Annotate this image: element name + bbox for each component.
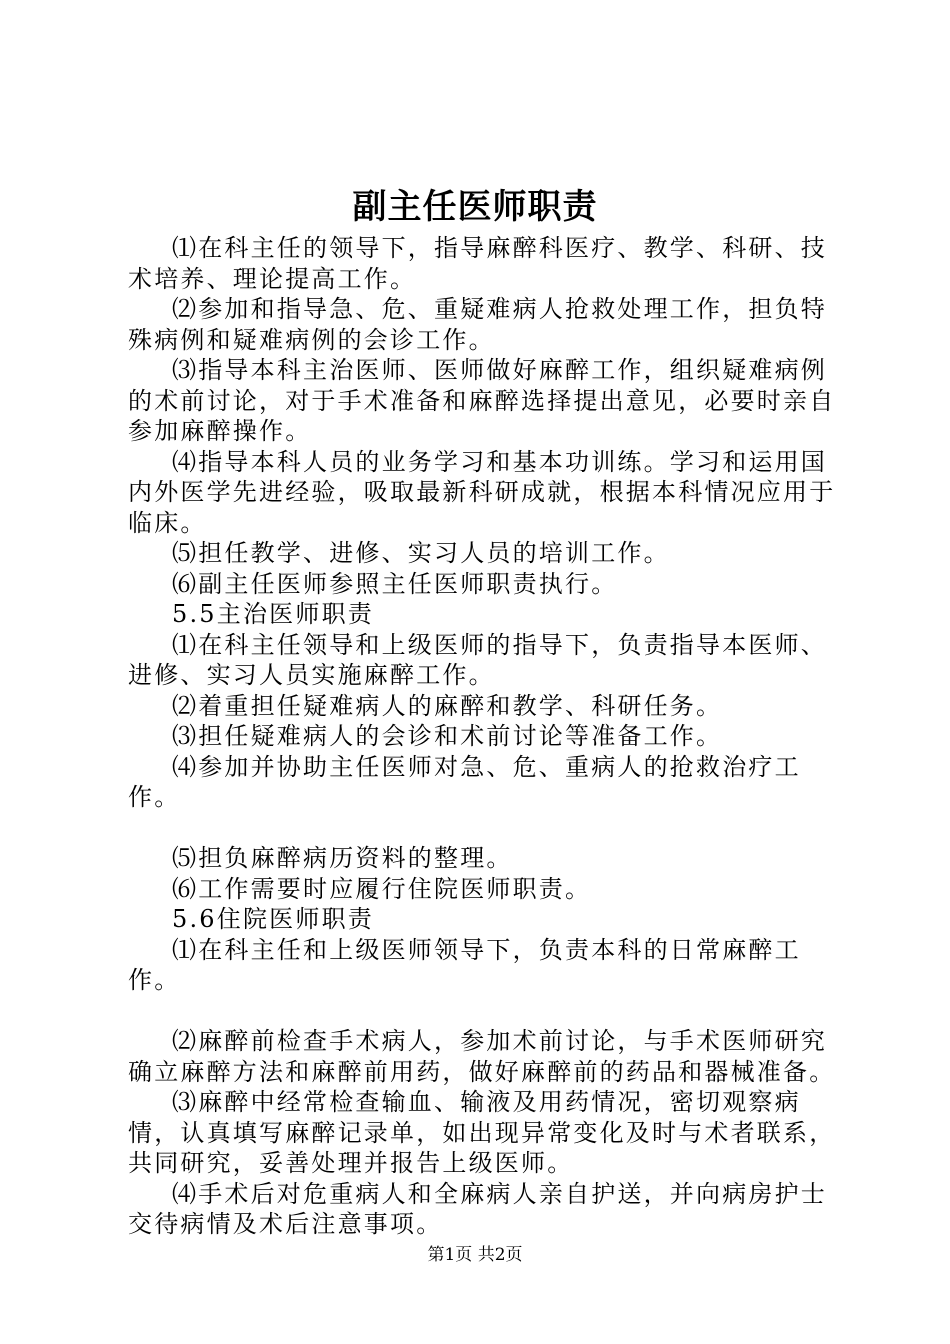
paragraph: ⑷手术后对危重病人和全麻病人亲自护送，并向病房护士交待病情及术后注意事项。 bbox=[128, 1179, 827, 1238]
paragraph: ⑴在科主任和上级医师领导下，负责本科的日常麻醉工作。 bbox=[128, 935, 801, 994]
paragraph: ⑴在科主任领导和上级医师的指导下，负责指导本医师、进修、实习人员实施麻醉工作。 bbox=[128, 630, 827, 689]
paragraph: ⑵参加和指导急、危、重疑难病人抢救处理工作，担负特殊病例和疑难病例的会诊工作。 bbox=[128, 295, 827, 354]
paragraph: ⑹工作需要时应履行住院医师职责。 bbox=[172, 874, 592, 903]
paragraph: ⑹副主任医师参照主任医师职责执行。 bbox=[172, 569, 618, 598]
paragraph: ⑶麻醉中经常检查输血、输液及用药情况，密切观察病情，认真填写麻醉记录单，如出现异常变化及时与术者联系，共同研究，妥善处理并报告上级医师。 bbox=[128, 1088, 836, 1177]
paragraph: ⑷指导本科人员的业务学习和基本功训练。学习和运用国内外医学先进经验，吸取最新科研成就，根据本科情况应用于临床。 bbox=[128, 447, 836, 537]
paragraph: ⑵麻醉前检查手术病人，参加术前讨论，与手术医师研究确立麻醉方法和麻醉前用药，做好麻醉前的药品和器械准备。 bbox=[128, 1027, 836, 1086]
paragraph: ⑶担任疑难病人的会诊和术前讨论等准备工作。 bbox=[172, 722, 723, 750]
paragraph: ⑴在科主任的领导下，指导麻醉科医疗、教学、科研、技术培养、理论提高工作。 bbox=[128, 234, 827, 293]
section-heading: 5.6住院医师职责 bbox=[172, 905, 374, 933]
paragraph: ⑶指导本科主治医师、医师做好麻醉工作，组织疑难病例的术前讨论，对于手术准备和麻醉选择提出意见，必要时亲自参加麻醉操作。 bbox=[128, 356, 836, 445]
document-body bbox=[128, 233, 850, 1240]
paragraph: ⑸担负麻醉病历资料的整理。 bbox=[172, 844, 513, 872]
page-footer: 第1页 共2页 bbox=[427, 1245, 523, 1265]
document-title: 副主任医师职责 bbox=[352, 187, 598, 227]
paragraph: ⑸担任教学、进修、实习人员的培训工作。 bbox=[172, 539, 670, 567]
paragraph: ⑵着重担任疑难病人的麻醉和教学、科研任务。 bbox=[172, 691, 723, 720]
paragraph: ⑷参加并协助主任医师对急、危、重病人的抢救治疗工作。 bbox=[128, 752, 801, 811]
section-heading: 5.5主治医师职责 bbox=[172, 600, 374, 628]
